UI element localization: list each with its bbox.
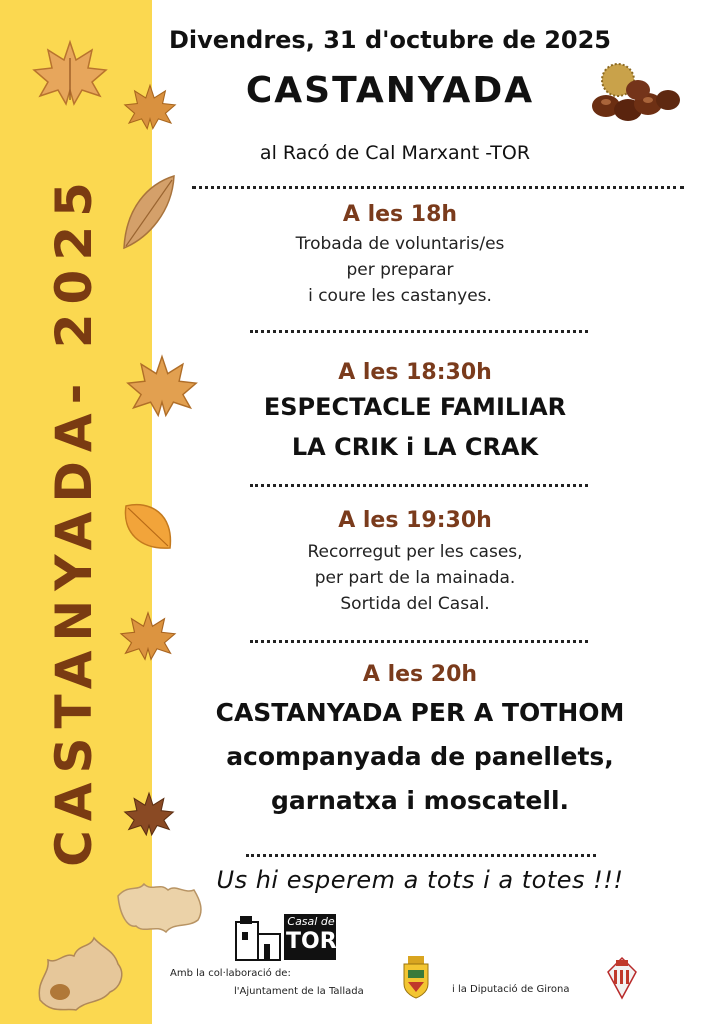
event-line: ESPECTACLE FAMILIAR bbox=[263, 393, 567, 421]
event-date: Divendres, 31 d'octubre de 2025 bbox=[168, 26, 612, 54]
ajuntament-shield-icon bbox=[400, 954, 432, 1000]
divider bbox=[246, 854, 596, 857]
diputacio-name: i la Diputació de Girona bbox=[452, 984, 570, 995]
event-line: garnatxa i moscatell. bbox=[270, 786, 570, 815]
event-block bbox=[160, 662, 680, 823]
logo-text-top: Casal de bbox=[287, 915, 335, 928]
oak-leaf-icon bbox=[30, 930, 134, 1016]
event-time: A les 18h bbox=[342, 202, 458, 227]
event-line: Recorregut per les cases, bbox=[307, 542, 523, 562]
event-time: A les 19:30h bbox=[338, 508, 492, 533]
ajuntament-name: l'Ajuntament de la Tallada bbox=[234, 986, 364, 997]
event-line: Trobada de voluntaris/es bbox=[295, 234, 505, 254]
divider bbox=[250, 484, 588, 487]
diputacio-shield-icon bbox=[606, 956, 638, 1000]
event-description bbox=[150, 231, 650, 309]
divider bbox=[250, 640, 588, 643]
event-description bbox=[150, 387, 680, 467]
event-line: Sortida del Casal. bbox=[340, 594, 490, 614]
event-line: i coure les castanyes. bbox=[308, 286, 492, 306]
event-description bbox=[160, 691, 680, 823]
collab-label: Amb la col·laboració de: bbox=[170, 968, 291, 979]
event-time: A les 18:30h bbox=[338, 360, 492, 385]
event-block bbox=[150, 508, 680, 617]
divider bbox=[250, 330, 588, 333]
divider bbox=[192, 186, 684, 189]
event-line: CASTANYADA PER A TOTHOM bbox=[215, 698, 625, 727]
event-line: per part de la mainada. bbox=[314, 568, 516, 588]
event-time: A les 20h bbox=[362, 662, 478, 687]
event-line: acompanyada de panellets, bbox=[226, 742, 614, 771]
logo-text-bottom: TOR bbox=[286, 929, 337, 954]
event-block bbox=[150, 360, 680, 467]
closing-message: Us hi esperem a tots i a totes !!! bbox=[216, 866, 624, 894]
event-line: LA CRIK i LA CRAK bbox=[291, 433, 539, 461]
casal-de-tor-logo bbox=[232, 912, 338, 962]
event-location: al Racó de Cal Marxant -TOR bbox=[259, 142, 531, 164]
event-block bbox=[150, 202, 650, 309]
vertical-title: CASTANYADA- 2025 bbox=[45, 173, 103, 867]
event-description bbox=[150, 539, 680, 617]
event-line: per preparar bbox=[346, 260, 454, 280]
page-title: CASTANYADA bbox=[245, 70, 535, 111]
maple-leaf-icon bbox=[30, 38, 110, 108]
